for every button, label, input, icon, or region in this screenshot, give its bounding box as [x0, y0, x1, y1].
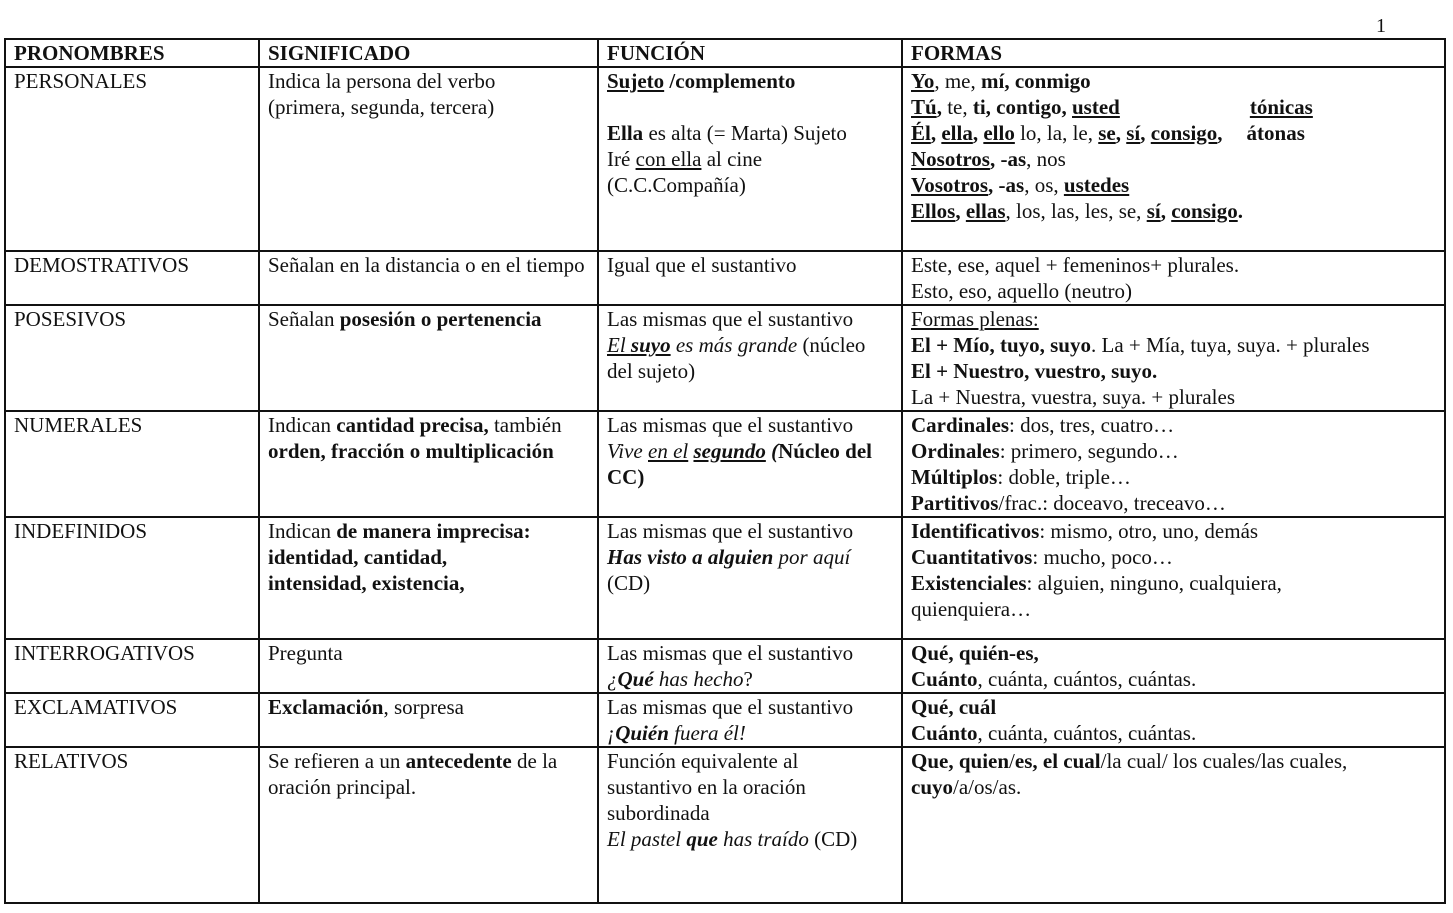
row-label-personales: PERSONALES	[5, 67, 259, 251]
header-funcion: FUNCIÓN	[598, 39, 902, 67]
demostrativos-formas: Este, ese, aquel + femeninos+ plurales. Esto, eso, aquello (neutro)	[902, 251, 1445, 305]
pronouns-table	[4, 38, 1446, 904]
row-label-exclamativos: EXCLAMATIVOS	[5, 693, 259, 747]
row-label-relativos: RELATIVOS	[5, 747, 259, 903]
posesivos-formas: Formas plenas: El + Mío, tuyo, suyo. La + Mía, tuya, suya. + plurales El + Nuestro, vuestro, suyo. La + Nuestra, vuestra, suya. + plurales	[902, 305, 1445, 411]
row-posesivos	[5, 305, 1445, 411]
relativos-significado: Se refieren a un antecedente de la oración principal.	[259, 747, 598, 903]
numerales-funcion: Las mismas que el sustantivo Vive en el segundo (Núcleo del CC)	[598, 411, 902, 517]
header-pronombres: PRONOMBRES	[5, 39, 259, 67]
interrogativos-significado: Pregunta	[259, 639, 598, 693]
indefinidos-significado: Indican de manera imprecisa: identidad, cantidad, intensidad, existencia,	[259, 517, 598, 639]
indefinidos-funcion: Las mismas que el sustantivo Has visto a alguien por aquí (CD)	[598, 517, 902, 639]
row-label-indefinidos: INDEFINIDOS	[5, 517, 259, 639]
personales-funcion: Sujeto /complemento Ella es alta (= Marta) Sujeto Iré con ella al cine (C.C.Compañía)	[598, 67, 902, 251]
personales-formas: Yo, me, mí, conmigo Tú, te, ti, contigo, usted tónicas Él, ella, ello lo, la, le, se, sí, consigo, átonas Nosotros, -as, nos Vosotros, -as, os, ustedes Ellos, ellas, los, las, les, se, sí, consigo.	[902, 67, 1445, 251]
demostrativos-significado: Señalan en la distancia o en el tiempo	[259, 251, 598, 305]
interrogativos-funcion: Las mismas que el sustantivo ¿Qué has hecho?	[598, 639, 902, 693]
posesivos-significado: Señalan posesión o pertenencia	[259, 305, 598, 411]
exclamativos-formas: Qué, cuál Cuánto, cuánta, cuántos, cuántas.	[902, 693, 1445, 747]
row-label-interrogativos: INTERROGATIVOS	[5, 639, 259, 693]
row-label-posesivos: POSESIVOS	[5, 305, 259, 411]
exclamativos-significado: Exclamación, sorpresa	[259, 693, 598, 747]
exclamativos-funcion: Las mismas que el sustantivo ¡Quién fuera él!	[598, 693, 902, 747]
header-formas: FORMAS	[902, 39, 1445, 67]
indefinidos-formas: Identificativos: mismo, otro, uno, demás Cuantitativos: mucho, poco… Existenciales: alguien, ninguno, cualquiera, quienquiera…	[902, 517, 1445, 639]
page-number: 1	[1376, 15, 1386, 37]
relativos-formas: Que, quien/es, el cual/la cual/ los cuales/las cuales, cuyo/a/os/as.	[902, 747, 1445, 903]
relativos-funcion: Función equivalente al sustantivo en la oración subordinada El pastel que has traído (CD)	[598, 747, 902, 903]
numerales-formas: Cardinales: dos, tres, cuatro… Ordinales: primero, segundo… Múltiplos: doble, triple… Partitivos/frac.: doceavo, treceavo…	[902, 411, 1445, 517]
interrogativos-formas: Qué, quién-es, Cuánto, cuánta, cuántos, cuántas.	[902, 639, 1445, 693]
row-indefinidos	[5, 517, 1445, 639]
demostrativos-funcion: Igual que el sustantivo	[598, 251, 902, 305]
row-demostrativos	[5, 251, 1445, 305]
header-significado: SIGNIFICADO	[259, 39, 598, 67]
numerales-significado: Indican cantidad precisa, también orden, fracción o multiplicación	[259, 411, 598, 517]
row-numerales	[5, 411, 1445, 517]
header-row	[5, 39, 1445, 67]
personales-significado: Indica la persona del verbo (primera, segunda, tercera)	[259, 67, 598, 251]
row-label-demostrativos: DEMOSTRATIVOS	[5, 251, 259, 305]
posesivos-funcion: Las mismas que el sustantivo El suyo es más grande (núcleo del sujeto)	[598, 305, 902, 411]
row-label-numerales: NUMERALES	[5, 411, 259, 517]
row-interrogativos	[5, 639, 1445, 693]
row-relativos	[5, 747, 1445, 903]
row-personales	[5, 67, 1445, 251]
row-exclamativos	[5, 693, 1445, 747]
